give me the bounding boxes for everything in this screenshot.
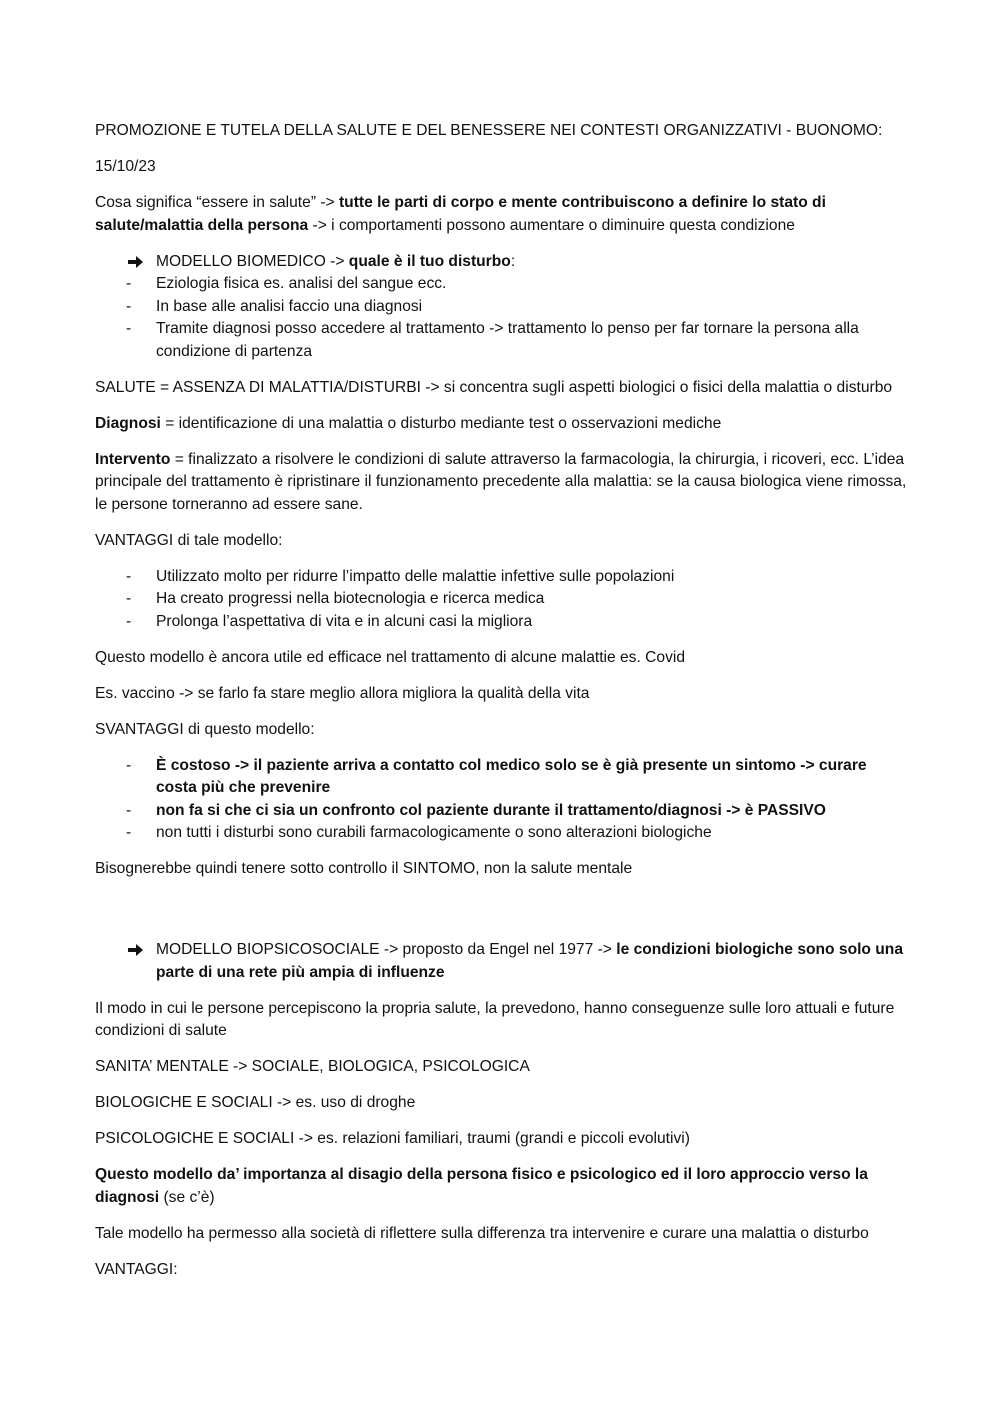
list-item: - Ha creato progressi nella biotecnologia e ricerca medica: [126, 590, 545, 607]
list-item: - Prolonga l’aspettativa di vita e in alcuni casi la migliora: [126, 612, 533, 630]
list-item: - non fa si che ci sia un confronto col paziente durante il trattamento/diagnosi -> è PASSIVO: [126, 801, 826, 819]
biomedico-list: [95, 273, 910, 363]
sintomo-paragraph: Bisognerebbe quindi tenere sotto controllo il SINTOMO, non la salute mentale: [95, 860, 633, 877]
svantaggi-list: [95, 755, 910, 845]
importanza-paragraph: Questo modello da’ importanza al disagio della persona fisico e psicologico ed il loro approccio verso la diagnosi (se c’è): [95, 1166, 868, 1206]
list-item: - Utilizzato molto per ridurre l’impatto delle malattie infettive sulle popolazioni: [126, 567, 675, 585]
arrow-right-icon: [128, 943, 143, 957]
list-item: - Tramite diagnosi posso accedere al trattamento -> trattamento lo penso per far tornare la persona alla condizione di partenza: [126, 320, 859, 360]
arrow-right-icon: [128, 255, 143, 269]
list-item: - non tutti i disturbi sono curabili farmacologicamente o sono alterazioni biologiche: [126, 824, 712, 841]
document-page: [95, 120, 910, 1295]
diagnosi-definition: Diagnosi = identificazione di una malattia o disturbo mediante test o osservazioni mediche: [95, 414, 722, 432]
salute-definition: SALUTE = ASSENZA DI MALATTIA/DISTURBI -> si concentra sugli aspetti biologici o fisici della malattia o disturbo: [95, 378, 893, 396]
utile-paragraph: Questo modello è ancora utile ed efficace nel trattamento di alcune malattie es. Covid: [95, 648, 686, 666]
sanita-paragraph: SANITA’ MENTALE -> SOCIALE, BIOLOGICA, PSICOLOGICA: [95, 1058, 530, 1075]
vantaggi-list: [95, 566, 910, 634]
riflettere-paragraph: Tale modello ha permesso alla società di riflettere sulla differenza tra intervenire e curare una malattia o disturbo: [95, 1224, 869, 1242]
intro-paragraph: Cosa significa “essere in salute” -> tutte le parti di corpo e mente contribuiscono a definire lo stato di salute/malattia della persona -> i comportamenti possono aumentare o diminuire questa condizione: [95, 194, 826, 234]
svantaggi-heading: SVANTAGGI di questo modello:: [95, 720, 315, 738]
spacer: [95, 894, 910, 939]
list-item: - Eziologia fisica es. analisi del sangue ecc.: [126, 275, 447, 292]
vaccino-paragraph: Es. vaccino -> se farlo fa stare meglio allora migliora la qualità della vita: [95, 684, 590, 702]
biomedico-heading: MODELLO BIOMEDICO -> quale è il tuo disturbo:: [95, 251, 910, 274]
list-item: - È costoso -> il paziente arriva a contatto col medico solo se è già presente un sintomo -> curare costa più che prevenire: [126, 756, 867, 796]
psicologiche-paragraph: PSICOLOGICHE E SOCIALI -> es. relazioni familiari, traumi (grandi e piccoli evolutivi): [95, 1130, 690, 1147]
biologiche-paragraph: BIOLOGICHE E SOCIALI -> es. uso di droghe: [95, 1094, 416, 1111]
document-title: PROMOZIONE E TUTELA DELLA SALUTE E DEL BENESSERE NEI CONTESTI ORGANIZZATIVI - BUONOMO:: [95, 122, 883, 139]
list-item: - In base alle analisi faccio una diagnosi: [126, 297, 423, 315]
vantaggi2-heading: VANTAGGI:: [95, 1260, 178, 1278]
intervento-definition: Intervento = finalizzato a risolvere le condizioni di salute attraverso la farmacologia, la chirurgia, i ricoveri, ecc. L’idea principale del trattamento è ripristinare il funzionamento precedente alla malattia: se la causa biologica viene rimossa, le persone torneranno ad essere sane.: [95, 450, 907, 513]
vantaggi-heading: VANTAGGI di tale modello:: [95, 531, 283, 549]
biopsicosociale-heading: MODELLO BIOPSICOSOCIALE -> proposto da Engel nel 1977 -> le condizioni biologiche sono solo una parte di una rete più ampia di influenze: [95, 939, 910, 984]
document-date: 15/10/23: [95, 158, 156, 175]
percezione-paragraph: Il modo in cui le persone percepiscono la propria salute, la prevedono, hanno conseguenze sulle loro attuali e future condizioni di salute: [95, 999, 895, 1039]
